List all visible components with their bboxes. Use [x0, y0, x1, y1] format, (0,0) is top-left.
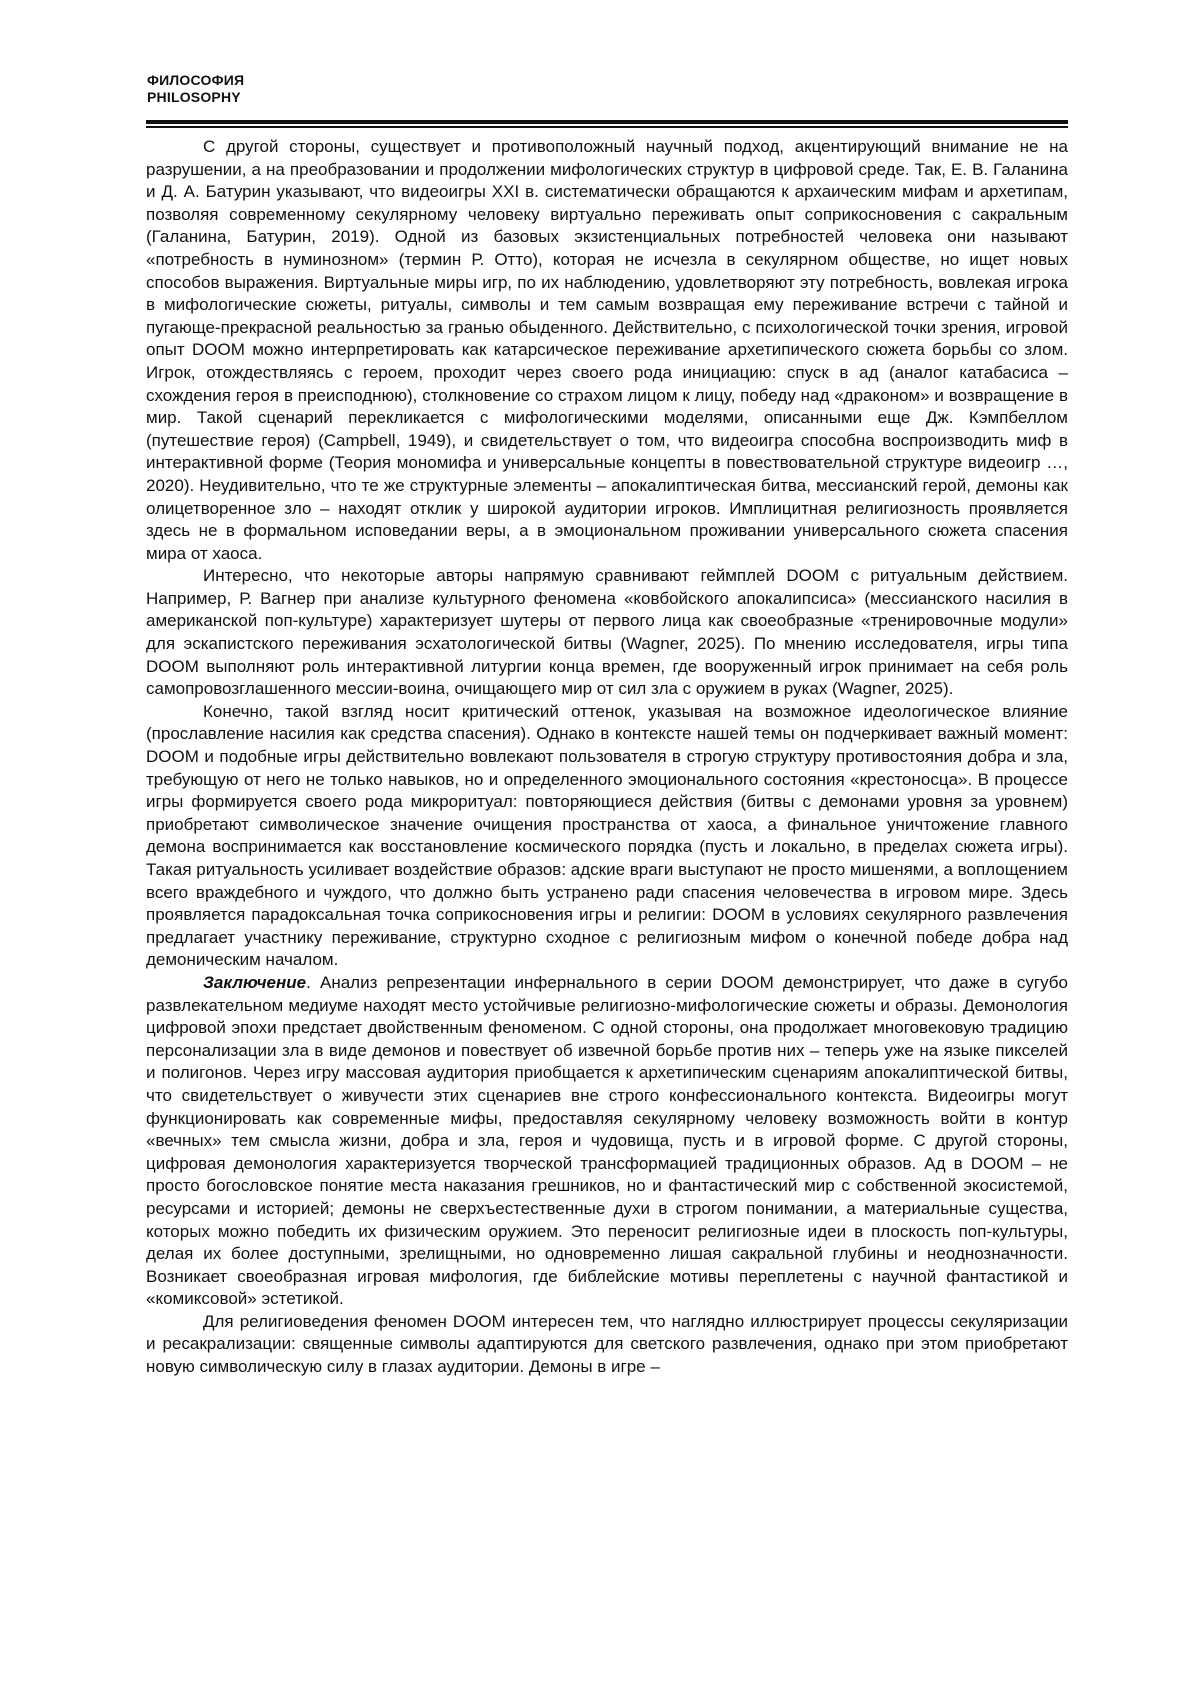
conclusion-heading: Заключение [203, 972, 307, 992]
running-head [147, 72, 244, 106]
paragraph-2: Интересно, что некоторые авторы напрямую сравнивают геймплей DOOM с ритуальным действием. Например, Р. Вагнер при анализе культурного феномена «ковбойского апокалипсиса» (мессианского насилия в американской поп-культуре) характеризует шутеры от первого лица как своеобразные «тренировочные модули» для эскапистского переживания эсхатологической битвы (Wagner, 2025). По мнению исследователя, игры типа DOOM выполняют роль интерактивной литургии конца времен, где вооруженный игрок принимает на себя роль самопровозглашенного мессии-воина, очищающего мир от сил зла с оружием в руках (Wagner, 2025). [146, 566, 1068, 699]
paragraph-conclusion [146, 972, 1068, 1311]
article-body [146, 136, 1068, 1379]
header-rule-thin [146, 126, 1068, 128]
section-title-ru: ФИЛОСОФИЯ [147, 72, 245, 88]
section-title-en: PHILOSOPHY [147, 89, 241, 105]
paragraph-5: Для религиоведения феномен DOOM интересен тем, что наглядно иллюстрирует процессы секуляризации и ресакрализации: священные символы адаптируются для светского развлечения, однако при этом приобретают новую символическую силу в глазах аудитории. Демоны в игре – [146, 1311, 1068, 1377]
paragraph-1: С другой стороны, существует и противоположный научный подход, акцентирующий внимание не на разрушении, а на преобразовании и продолжении мифологических структур в цифровой среде. Так, Е. В. Галанина и Д. А. Батурин указывают, что видеоигры XXI в. систематически обращаются к архаическим мифам и архетипам, позволяя современному секулярному человеку виртуально переживать опыт соприкосновения с сакральным (Галанина, Батурин, 2019). Одной из базовых экзистенциальных потребностей человека они называют «потребность в нуминозном» (термин Р. Отто), которая не исчезла в секулярном обществе, но ищет новых способов выражения. Виртуальные миры игр, по их наблюдению, удовлетворяют эту потребность, вовлекая игрока в мифологические сюжеты, ритуалы, символы и тем самым возвращая ему переживание встречи с тайной и пугающе-прекрасной реальностью за гранью обыденного. Действительно, с психологической точки зрения, игровой опыт DOOM можно интерпретировать как катарсическое переживание архетипического сюжета борьбы со злом. Игрок, отождествляясь с героем, проходит через своего рода инициацию: спуск в ад (аналог катабасиса – схождения героя в преисподнюю), столкновение со страхом лицом к лицу, победу над «драконом» и возвращение в мир. Такой сценарий перекликается с мифологическими моделями, описанными еще Дж. Кэмпбеллом (путешествие героя) (Campbell, 1949), и свидетельствует о том, что видеоигра способна воспроизводить миф в интерактивной форме (Теория мономифа и универсальные концепты в повествовательной структуре видеоигр …, 2020). Неудивительно, что те же структурные элементы – апокалиптическая битва, мессианский герой, демоны как олицетворенное зло – находят отклик у широкой аудитории игроков. Имплицитная религиозность проявляется здесь не в формальном исповедании веры, а в эмоциональном проживании универсального сюжета спасения мира от хаоса. [146, 137, 1068, 563]
conclusion-text: . Анализ репрезентации инфернального в серии DOOM демонстрирует, что даже в сугубо развлекательном медиуме находят место устойчивые религиозно-мифологические сюжеты и образы. Демонология цифровой эпохи предстает двойственным феноменом. С одной стороны, она продолжает многовековую традицию персонализации зла в виде демонов и повествует об извечной борьбе против них – теперь уже на языке пикселей и полигонов. Через игру массовая аудитория приобщается к архетипическим сценариям апокалиптической битвы, что свидетельствует о живучести этих сценариев вне строго конфессионального контекста. Видеоигры могут функционировать как современные мифы, предоставляя секулярному человеку возможность войти в контур «вечных» тем смысла жизни, добра и зла, героя и чудовища, пусть и в игровой форме. С другой стороны, цифровая демонология характеризуется творческой трансформацией традиционных образов. Ад в DOOM – не просто богословское понятие места наказания грешников, но и фантастический мир с собственной экосистемой, ресурсами и историей; демоны не сверхъестественные духи в строгом понимании, а материальные существа, которых можно победить их физическим оружием. Это переносит религиозные идеи в плоскость поп-культуры, делая их более доступными, зрелищными, но одновременно лишая сакральной глубины и неоднозначности. Возникает своеобразная игровая мифология, где библейские мотивы переплетены с научной фантастикой и «комиксовой» эстетикой. [146, 972, 1068, 1309]
paragraph-3: Конечно, такой взгляд носит критический оттенок, указывая на возможное идеологическое влияние (прославление насилия как средства спасения). Однако в контексте нашей темы он подчеркивает важный момент: DOOM и подобные игры действительно вовлекают пользователя в строгую структуру противостояния добра и зла, требующую от него не только навыков, но и определенного эмоционального состояния «крестоносца». В процессе игры формируется своего рода микроритуал: повторяющиеся действия (битвы с демонами уровня за уровнем) приобретают символическое значение очищения пространства от хаоса, а финальное уничтожение главного демона воспринимается как восстановление космического порядка (пусть и локально, в пределах сюжета игры). Такая ритуальность усиливает воздействие образов: адские враги выступают не просто мишенями, а воплощением всего враждебного и чуждого, что должно быть устранено ради спасения человечества в игровом мире. Здесь проявляется парадоксальная точка соприкосновения игры и религии: DOOM в условиях секулярного развлечения предлагает участнику переживание, структурно сходное с религиозным мифом о конечной победе добра над демоническим началом. [146, 701, 1068, 970]
header-rule-thick [146, 120, 1068, 124]
